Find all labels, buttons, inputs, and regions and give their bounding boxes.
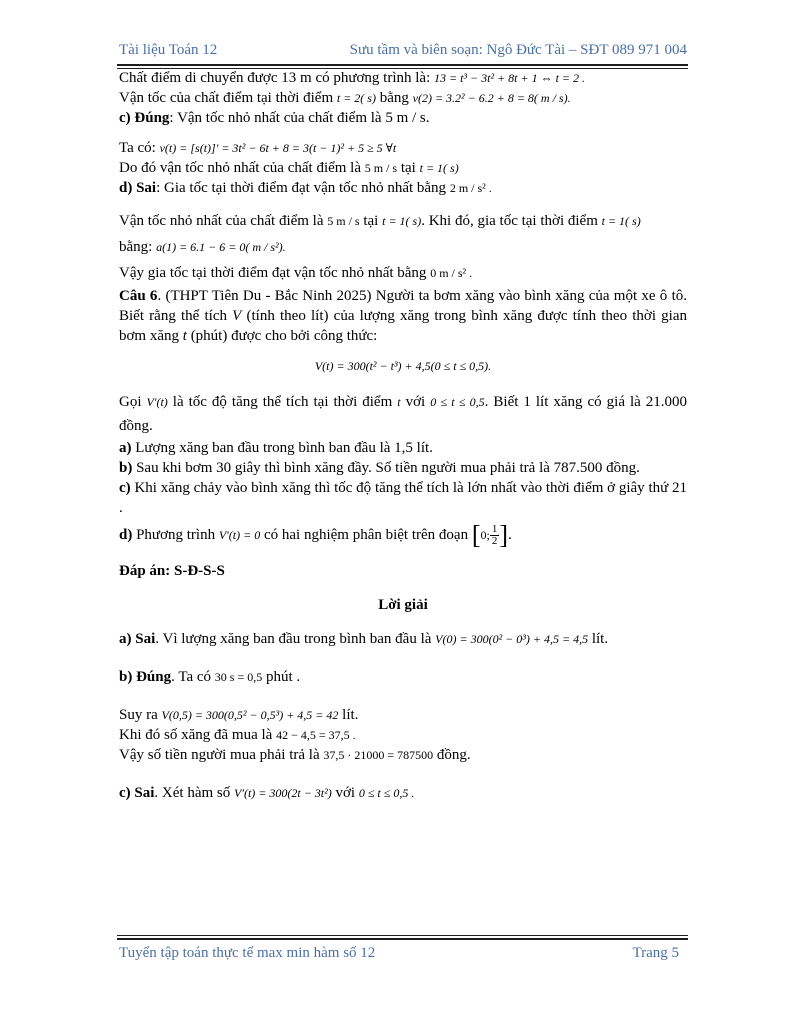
line-distance: Chất điểm di chuyển được 13 m có phương trình là: 13 = t³ − 3t² + 8t + 1 ⇔ t = 2 . (119, 70, 586, 86)
solution-a: a) Sai. Vì lượng xăng ban đầu trong bình ban đầu là V(0) = 300(0² − 0³) + 4,5 = 4,5 lít. (119, 631, 609, 647)
fraction-one-half: $\frac{1}{2}$ (491, 523, 498, 547)
page-header (119, 42, 687, 59)
option-d: d) Phương trình V′(t) = 0 có hai nghiệm phân biệt trên đoạn [0; $\frac{1}{2}$ ]. (119, 520, 512, 550)
solution-b: b) Đúng. Ta có 30 s = 0,5 phút . (119, 669, 301, 685)
line-dodo: Do đó vận tốc nhỏ nhất của chất điểm là 5 m / s tại t = 1( s) (119, 160, 459, 176)
option-a: a) Lượng xăng ban đầu trong bình ban đầu là 1,5 lít. (119, 440, 433, 456)
page-content (119, 68, 687, 803)
line-c: c) Đúng: Vận tốc nhỏ nhất của chất điểm là 5 m / s. (119, 110, 430, 126)
header-left: Tài liệu Toán 12 (119, 42, 218, 58)
line-vt: Vận tốc nhỏ nhất của chất điểm là 5 m / s tại t = 1( s). Khi đó, gia tốc tại thời điểm t = 1( s) (119, 213, 641, 229)
footer-rule (117, 935, 688, 940)
solution-vay: Vậy số tiền người mua phải trả là 37,5 · 21000 = 787500 đồng. (119, 747, 471, 763)
page-number: Trang 5 (632, 945, 679, 961)
line-vay: Vậy gia tốc tại thời điểm đạt vận tốc nhỏ nhất bằng 0 m / s² . (119, 265, 473, 281)
answer-key: Đáp án: S-Đ-S-S (119, 563, 225, 579)
question-goi: Gọi V′(t) là tốc độ tăng thể tích tại thời điểm t với 0 ≤ t ≤ 0,5. Biết 1 lít xăng có giá là 21.000 đồng. (119, 394, 688, 434)
option-b: b) Sau khi bơm 30 giây thì bình xăng đầy. Số tiền người mua phải trả là 787.500 đồng. (119, 460, 640, 476)
question-6: Câu 6. (THPT Tiên Du - Bắc Ninh 2025) Người ta bơm xăng vào bình xăng của một xe ô tô. Biết rằng thể tích V (tính theo lít) của lượng xăng trong bình xăng được tính theo thời gian bơm xăng t (phút) được cho bởi công thức: (119, 288, 688, 344)
solution-title: Lời giải (378, 597, 428, 613)
solution-suyra: Suy ra V(0,5) = 300(0,5² − 0,5³) + 4,5 = 42 lít. (119, 707, 359, 723)
footer-left: Tuyển tập toán thực tế max min hàm số 12 (119, 945, 376, 961)
line-bang: bằng: a(1) = 6.1 − 6 = 0( m / s²). (119, 239, 286, 255)
math-equation: 13 = t³ − 3t² + 8t + 1 ⇔ t = 2 . (434, 71, 586, 85)
line-taco: Ta có: v(t) = [s(t)]′ = 3t² − 6t + 8 = 3(t − 1)² + 5 ≥ 5 ∀t (119, 140, 397, 156)
volume-formula: V(t) = 300(t² − t³) + 4,5(0 ≤ t ≤ 0,5). (314, 359, 492, 373)
page-footer (119, 945, 679, 962)
line-velocity: Vận tốc của chất điểm tại thời điểm t = 2( s) bằng v(2) = 3.2² − 6.2 + 8 = 8( m / s). (119, 90, 571, 106)
solution-c: c) Sai. Xét hàm số V′(t) = 300(2t − 3t²) với 0 ≤ t ≤ 0,5 . (119, 785, 415, 801)
option-c: c) Khi xăng chảy vào bình xăng thì tốc độ tăng thể tích là lớn nhất vào thời điểm ở giây thứ 21 . (119, 480, 688, 516)
line-d: d) Sai: Gia tốc tại thời điểm đạt vận tốc nhỏ nhất bằng 2 m / s² . (119, 180, 492, 196)
header-right: Sưu tầm và biên soạn: Ngô Đức Tài – SĐT 089 971 004 (349, 42, 687, 58)
solution-khido: Khi đó số xăng đã mua là 42 − 4,5 = 37,5 . (119, 727, 356, 743)
